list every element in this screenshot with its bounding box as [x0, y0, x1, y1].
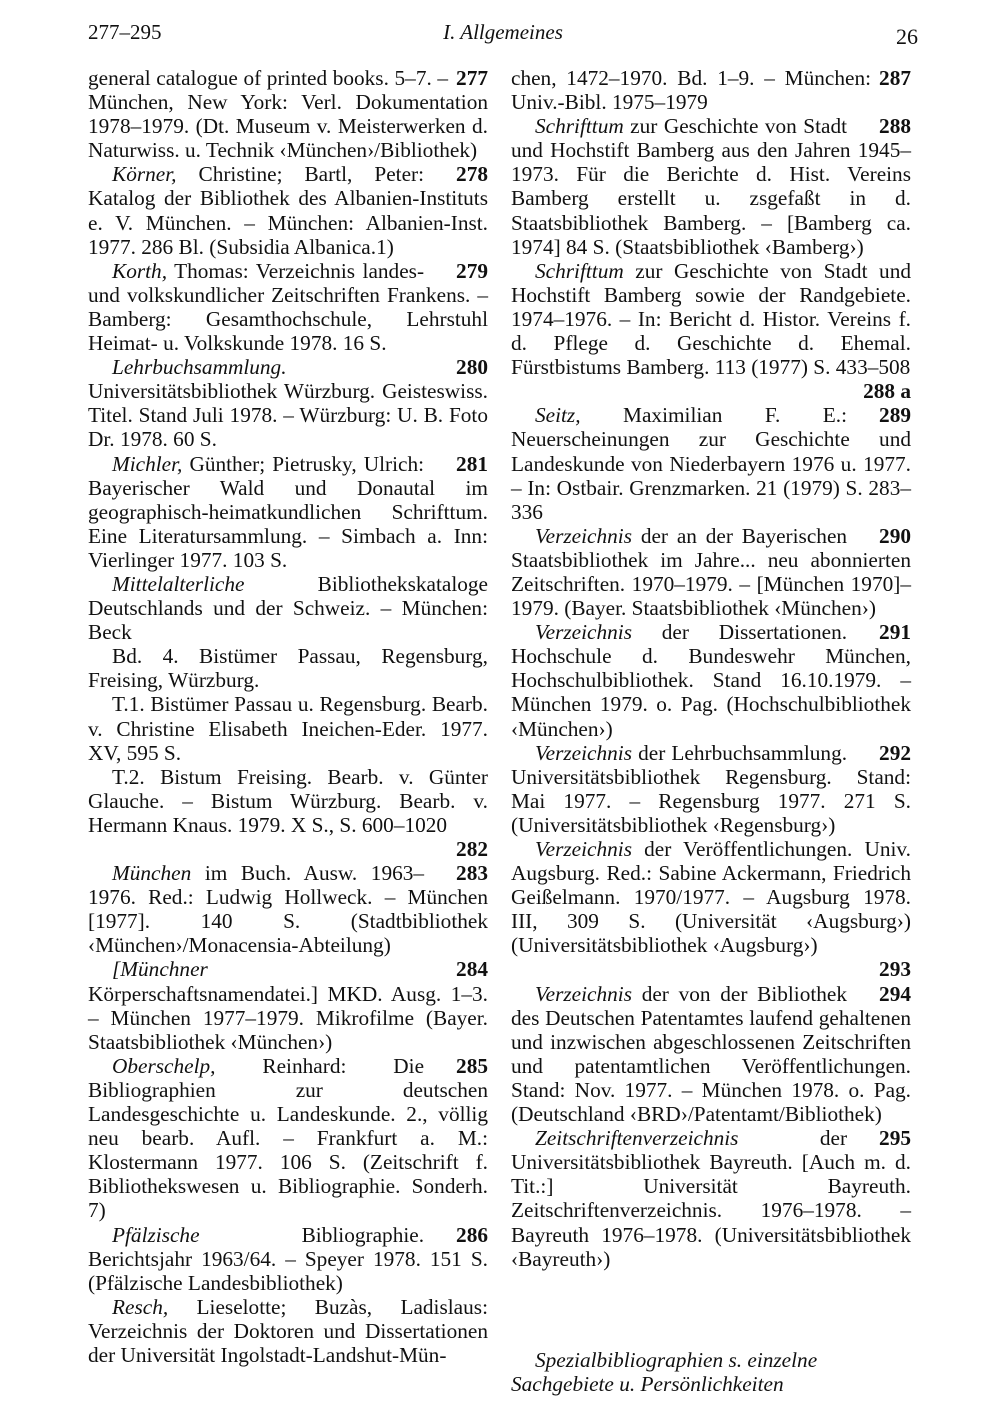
entry-number: 291: [879, 620, 911, 645]
right-column: [511, 66, 917, 1271]
entry-heading: Schrifttum: [535, 114, 624, 139]
bibliography-entry: [88, 162, 494, 259]
entry-text: general catalogue of printed books. 5–7. – München, New York: Verl. Dokumentation 1978–1979. (Dt. Museum v. Meisterwerken d. Naturwiss. u. Technik ‹München›/Bibliothek): [88, 66, 494, 163]
left-column: [88, 66, 494, 1367]
entry-heading: Seitz,: [535, 403, 581, 428]
bibliography-entry: [511, 740, 917, 837]
bibliography-entry: [511, 403, 917, 524]
entry-heading: Resch,: [112, 1294, 169, 1319]
entry-number: 281: [456, 451, 488, 476]
bibliography-entry: [88, 355, 494, 452]
bibliography-entry: [511, 114, 917, 259]
entry-text: der Lehrbuchsammlung. Universitätsbibliothek Regensburg. Stand: Mai 1977. – Regensburg 1977. 271 S. (Universitätsbibliothek ‹Regensburg›): [511, 740, 917, 837]
entry-range: 277–295: [88, 20, 162, 44]
entry-number: 288: [879, 114, 911, 139]
entry-number: 284: [456, 957, 488, 982]
entry-heading: Lehrbuchsammlung.: [112, 355, 287, 380]
entry-heading: Körner,: [112, 162, 177, 187]
bibliography-entry: [88, 571, 494, 645]
entry-text: Bibliographie. Berichtsjahr 1963/64. – Speyer 1978. 151 S. (Pfälzische Landesbibliothek): [88, 1222, 494, 1295]
bibliography-entry: [88, 451, 494, 572]
bibliography-entry: [511, 523, 917, 621]
entry-number: 278: [456, 162, 488, 187]
entry-number: 280: [456, 355, 488, 380]
entry-number: 292: [879, 740, 911, 765]
entry-number: 285: [456, 1053, 488, 1078]
entry-text: Universitätsbibliothek Würzburg. Geisteswiss. Titel. Stand Juli 1978. – Würzburg: U. B. Foto Dr. 1978. 60 S.: [88, 355, 494, 452]
entry-number: 289: [879, 403, 911, 428]
entry-heading: Michler,: [112, 451, 183, 476]
bibliography-entry: [88, 1294, 494, 1367]
entry-text: zur Geschichte von Stadt und Hochstift Bamberg aus den Jahren 1945–1973. Für die Berichte d. Hist. Vereins Bamberg erstellt u. zsgefaßt in d. Staatsbibliothek Bamberg. – [Bamberg ca. 1974] 84 S. (Staatsbibliothek ‹Bamberg›): [511, 114, 917, 259]
bibliography-entry: [88, 1053, 494, 1223]
entry-text: der an der Bayerischen Staatsbibliothek im Jahre... neu abonnierten Zeitschriften. 1970–1979. – [München 1970]–1979. (Bayer. Staatsbibliothek ‹München›): [511, 523, 917, 621]
entry-heading: Verzeichnis: [535, 837, 633, 861]
entry-text: chen, 1472–1970. Bd. 1–9. – München: Univ.-Bibl. 1975–1979: [511, 66, 877, 115]
entry-heading: [Münchner: [112, 957, 208, 982]
bibliography-entry: [511, 66, 911, 114]
bibliography-entry: [88, 861, 494, 958]
entry-text: T.1. Bistümer Passau u. Regensburg. Bearb. v. Christine Elisabeth Ineichen-Eder. 1977. XV, 595 S.: [88, 692, 494, 765]
entry-number: 288 a: [863, 379, 911, 404]
bibliography-entry: [511, 1126, 917, 1271]
entry-heading: Verzeichnis: [535, 523, 633, 548]
entry-text: Bd. 4. Bistümer Passau, Regensburg, Freising, Würzburg.: [88, 644, 494, 693]
entry-number: 290: [879, 523, 911, 548]
entry-number: 287: [879, 66, 911, 90]
entry-number: 294: [879, 981, 911, 1006]
entry-text: Körperschaftsnamendatei.] MKD. Ausg. 1–3. – München 1977–1979. Mikrofilme (Bayer. Staatsbibliothek ‹München›): [88, 957, 494, 1054]
entry-text: der Dissertationen. Hochschule d. Bundeswehr München, Hochschulbibliothek. Stand 16.10.1979. – München 1979. o. Pag. (Hochschulbibliothek ‹München›): [511, 620, 917, 741]
entry-number: 295: [879, 1126, 911, 1151]
entry-heading: Mittelalterliche: [112, 571, 245, 596]
entry-text: T.2. Bistum Freising. Bearb. v. Günter Glauche. – Bistum Würzburg. Bearb. v. Hermann Knaus. 1979. X S., S. 600–1020: [88, 764, 494, 837]
entry-heading: Verzeichnis: [535, 740, 633, 765]
bibliography-entry: [511, 981, 917, 1127]
entry-text: Thomas: Verzeichnis landes- und volkskundlicher Zeitschriften Frankens. – Bamberg: Gesamthochschule, Lehrstuhl Heimat- u. Volkskunde 1978. 16 S.: [88, 258, 494, 356]
bibliography-entry: [88, 66, 494, 163]
bibliography-entry: [88, 692, 494, 765]
entry-text: Maximilian F. E.: Neuerscheinungen zur Geschichte und Landeskunde von Niederbayern 1976 u. 1977. – In: Ostbair. Grenzmarken. 21 (1979) S. 283–336: [511, 403, 917, 524]
page-number: 26: [896, 24, 918, 49]
entry-number: 286: [456, 1222, 488, 1247]
entry-number: 282: [456, 837, 488, 861]
entry-text: zur Geschichte von Stadt und Hochstift Bamberg sowie der Randgebiete. 1974–1976. – In: Bericht d. Histor. Vereins f. d. Pflege d. Geschichte d. Ehemal. Fürstbistums Bamberg. 113 (1977) S. 433–508: [511, 258, 917, 380]
entry-number: 279: [456, 258, 488, 283]
bibliography-entry: [511, 258, 917, 404]
entry-text: Christine; Bartl, Peter: Katalog der Bibliothek des Albanien-Instituts e. V. München. – München: Albanien-Inst. 1977. 286 Bl. (Subsidia Albanica.1): [88, 162, 494, 259]
entry-heading: Verzeichnis: [535, 981, 633, 1006]
entry-heading: Oberschelp,: [112, 1053, 216, 1078]
entry-text: der Universitätsbibliothek Bayreuth. [Auch m. d. Tit.:] Universität Bayreuth. Zeitschriftenverzeichnis. 1976–1978. – Bayreuth 1976–1978. (Universitätsbibliothek ‹Bayreuth›): [511, 1126, 917, 1271]
footer-note: Spezialbibliographien s. einzelne Sachgebiete u. Persönlichkeiten: [511, 1348, 818, 1397]
entry-heading: München: [112, 861, 192, 886]
entry-text: Lieselotte; Buzàs, Ladislaus: Verzeichnis der Doktoren und Dissertationen der Universität Ingolstadt-Landshut-Mün-: [88, 1294, 494, 1367]
bibliography-entry: [88, 644, 494, 693]
entry-text: im Buch. Ausw. 1963–1976. Red.: Ludwig Hollweck. – München [1977]. 140 S. (Stadtbibliothek ‹München›/Monacensia-Abteilung): [88, 861, 494, 958]
bibliography-entry: [88, 764, 494, 861]
bibliography-entry: [88, 258, 494, 356]
section-title: I. Allgemeines: [443, 20, 563, 44]
entry-heading: Pfälzische: [112, 1222, 200, 1247]
entry-heading: Korth,: [112, 258, 168, 283]
entry-text: Reinhard: Die Bibliographien zur deutschen Landesgeschichte u. Landeskunde. 2., völlig neu bearb. Aufl. – Frankfurt a. M.: Klostermann 1977. 106 S. (Zeitschrift f. Bibliothekswesen u. Bibliographie. Sonderh. 7): [88, 1053, 494, 1223]
entry-text: Bibliothekskataloge Deutschlands und der Schweiz. – München: Beck: [88, 571, 494, 645]
entry-number: 277: [456, 66, 488, 90]
bibliography-entry: [511, 620, 917, 741]
entry-text: der von der Bibliothek des Deutschen Patentamtes laufend gehaltenen und inzwischen abgeschlossenen Zeitschriften und patentamtlichen Veröffentlichungen. Stand: Nov. 1977. – München 1978. o. Pag. (Deutschland ‹BRD›/Patentamt/Bibliothek): [511, 981, 917, 1127]
entry-text: der Veröffentlichungen. Univ. Augsburg. Red.: Sabine Ackermann, Friedrich Geißelmann. 1970/1977. – Augsburg 1978. III, 309 S. (Universität ‹Augsburg›) (Universitätsbibliothek ‹Augsburg›): [511, 837, 917, 958]
entry-heading: Verzeichnis: [535, 620, 633, 645]
entry-text: Günther; Pietrusky, Ulrich: Bayerischer Wald und Donautal im geographisch-heimatkundlichen Schrifttum. Eine Literatursammlung. – Simbach a. Inn: Vierlinger 1977. 103 S.: [88, 451, 494, 572]
bibliography-entry: [88, 957, 494, 1054]
entry-number: 293: [879, 957, 911, 982]
entry-heading: Zeitschriftenverzeichnis: [535, 1126, 739, 1151]
bibliography-entry: [511, 837, 917, 982]
entry-heading: Schrifttum: [535, 258, 624, 283]
entry-number: 283: [456, 861, 488, 886]
bibliography-entry: [88, 1222, 494, 1295]
running-header: [88, 20, 918, 50]
